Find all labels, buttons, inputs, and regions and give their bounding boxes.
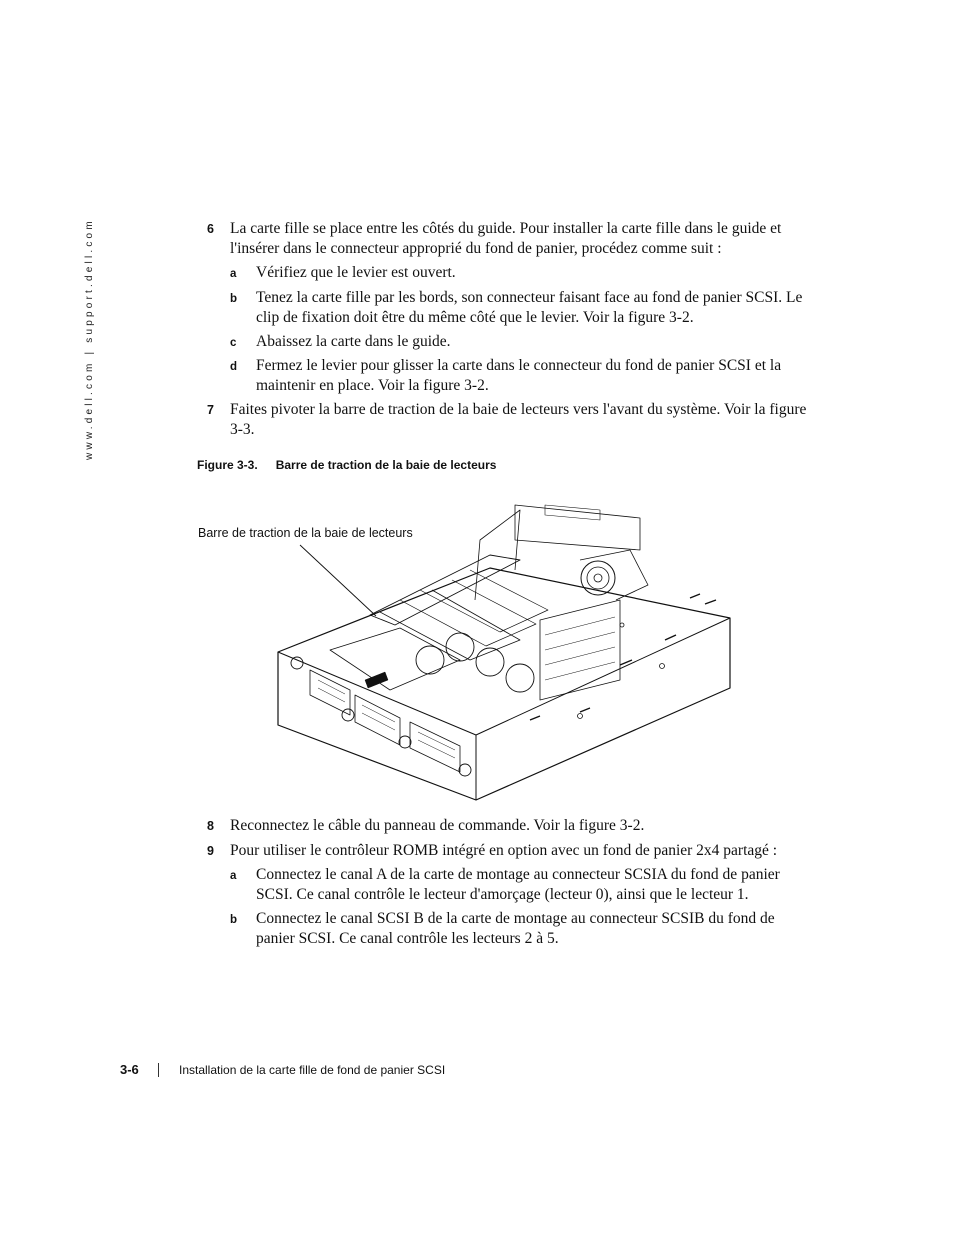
substep-9b — [230, 909, 810, 949]
step-text: Reconnectez le câble du panneau de commande. Voir la figure 3-2. — [230, 817, 645, 834]
substep-text: Connectez le canal SCSI B de la carte de montage au connecteur SCSIB du fond de panier SCSI. Ce canal contrôle les lecteurs 2 à 5. — [256, 910, 775, 947]
substep-6d — [230, 356, 810, 396]
substep-6a — [230, 263, 810, 283]
footer-chapter-title: Installation de la carte fille de fond de panier SCSI — [179, 1063, 446, 1077]
substep-letter: a — [230, 268, 237, 280]
substep-text: Tenez la carte fille par les bords, son connecteur faisant face au fond de panier SCSI. Le clip de fixation doit être du même côté que le levier. Voir la figure 3-2. — [256, 289, 803, 326]
substep-9a — [230, 865, 810, 905]
page-number: 3-6 — [120, 1062, 139, 1077]
step-6 — [207, 219, 807, 259]
footer-divider — [158, 1063, 159, 1077]
figure-title: Barre de traction de la baie de lecteurs — [275, 458, 497, 472]
substep-letter: a — [230, 870, 237, 882]
step-8 — [207, 816, 807, 836]
substep-text: Connectez le canal A de la carte de montage au connecteur SCSIA du fond de panier SCSI. Ce canal contrôle le lecteur d'amorçage (lecteur 0), ainsi que le lecteur 1. — [256, 866, 780, 903]
step-text: Faites pivoter la barre de traction de la baie de lecteurs vers l'avant du système. Voir la figure 3-3. — [230, 401, 807, 438]
step-number: 9 — [207, 844, 214, 858]
substep-6b — [230, 288, 810, 328]
substep-letter: c — [230, 337, 237, 349]
step-number: 6 — [207, 222, 214, 236]
substep-text: Abaissez la carte dans le guide. — [256, 333, 451, 350]
step-number: 7 — [207, 403, 214, 417]
substep-letter: b — [230, 293, 238, 305]
step-text: La carte fille se place entre les côtés du guide. Pour installer la carte fille dans le guide et l'insérer dans le connecteur approprié du fond de panier, procédez comme suit : — [230, 220, 782, 257]
figure-caption — [197, 458, 496, 472]
figure-label: Figure 3-3. — [197, 458, 258, 472]
figure-callout-label: Barre de traction de la baie de lecteurs — [198, 526, 413, 540]
step-text: Pour utiliser le contrôleur ROMB intégré en option avec un fond de panier 2x4 partagé : — [230, 842, 778, 859]
substep-letter: b — [230, 914, 238, 926]
step-number: 8 — [207, 819, 214, 833]
substep-letter: d — [230, 361, 238, 373]
server-illustration — [270, 500, 740, 805]
substep-text: Vérifiez que le levier est ouvert. — [256, 264, 456, 281]
substep-6c — [230, 332, 810, 352]
step-7 — [207, 400, 807, 440]
sidebar-url: www.dell.com | support.dell.com — [84, 218, 95, 460]
step-9 — [207, 841, 807, 861]
substep-text: Fermez le levier pour glisser la carte dans le connecteur du fond de panier SCSI et la maintenir en place. Voir la figure 3-2. — [256, 357, 782, 394]
